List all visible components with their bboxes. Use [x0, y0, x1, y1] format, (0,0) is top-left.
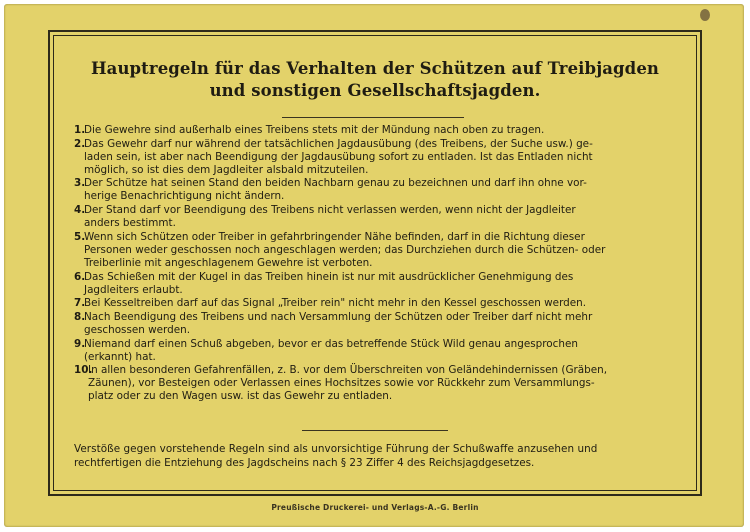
rule-text-line: platz oder zu den Wagen usw. ist das Gewehr zu entladen. [88, 390, 393, 403]
rule-text-line: Niemand darf einen Schuß abgeben, bevor er das betreffende Stück Wild genau angesprochen [84, 337, 578, 350]
rule-item [74, 311, 688, 337]
rule-text-line: laden sein, ist aber nach Beendigung der Jagdausübung sofort zu entladen. Ist das Entladen nicht [84, 150, 593, 163]
rule-text-line: Nach Beendigung des Treibens und nach Versammlung der Schützen oder Treiber darf nicht mehr [84, 310, 593, 323]
rule-text-line: Personen weder geschossen noch angeschlagen werden; das Durchziehen durch die Schützen- oder [84, 243, 606, 256]
rule-number: 4. [74, 204, 86, 217]
rule-text-line: (erkannt) hat. [84, 350, 156, 363]
rule-text-line: möglich, so ist dies dem Jagdleiter alsbald mitzuteilen. [84, 163, 369, 176]
rule-text-line: herige Benachrichtigung nicht ändern. [84, 190, 285, 203]
footer-line: Verstöße gegen vorstehende Regeln sind als unvorsichtige Führung der Schußwaffe anzusehen und [74, 443, 598, 455]
rule-item [74, 124, 688, 137]
footer-line: rechtfertigen die Entziehung des Jagdscheins nach § 23 Ziffer 4 des Reichsjagdgesetzes. [74, 457, 535, 469]
title-line: Hauptregeln für das Verhalten der Schützen auf Treibjagden [90, 59, 660, 78]
rule-text-line: Die Gewehre sind außerhalb eines Treibens stets mit der Mündung nach oben zu tragen. [84, 124, 545, 136]
title-line: und sonstigen Gesellschaftsjagden. [209, 81, 541, 100]
rule-item [74, 338, 688, 364]
rules-list [74, 124, 688, 404]
rule-text-line: Das Schießen mit der Kugel in das Treiben hinein ist nur mit ausdrücklicher Genehmigung des [84, 270, 574, 283]
rule-item [74, 231, 688, 270]
document-title [60, 58, 690, 102]
rule-text-line: Der Stand darf vor Beendigung des Treibens nicht verlassen werden, wenn nicht der Jagdleiter [84, 204, 576, 217]
rule-number: 9. [74, 337, 86, 350]
rule-item [74, 271, 688, 297]
rule-number: 8. [74, 310, 86, 323]
rule-number: 6. [74, 270, 86, 283]
rule-number: 7. [74, 297, 86, 310]
rule-number: 3. [74, 177, 86, 190]
rule-text-line: Das Gewehr darf nur während der tatsächlichen Jagdausübung (des Treibens, der Suche usw.) ge- [84, 137, 593, 150]
rule-text-line: In allen besonderen Gefahrenfällen, z. B. vor dem Überschreiten von Geländehindernissen (Gräben, [88, 364, 608, 377]
rule-number: 10. [74, 364, 93, 377]
rule-text-line: Treiberlinie mit angeschlagenem Gewehre ist verboten. [84, 256, 373, 269]
rule-number: 1. [74, 124, 86, 136]
rule-text-line: Zäunen), vor Besteigen oder Verlassen eines Hochsitzes sowie vor Rückkehr zum Versammlungs- [88, 377, 595, 390]
rule-text-line: Jagdleiters erlaubt. [84, 283, 183, 296]
rule-text-line: geschossen werden. [84, 323, 191, 336]
rule-text-line: Wenn sich Schützen oder Treiber in gefahrbringender Nähe befinden, darf in die Richtung dieser [84, 230, 585, 243]
stain-mark [700, 9, 710, 21]
rule-item [74, 297, 688, 310]
rule-text-line: Der Schütze hat seinen Stand den beiden Nachbarn genau zu bezeichnen und darf ihn ohne vor- [84, 177, 587, 190]
rule-text-line: Bei Kesseltreiben darf auf das Signal „Treiber rein" nicht mehr in den Kessel geschossen werden. [84, 297, 587, 310]
rule-number: 2. [74, 137, 86, 150]
footer-note [74, 442, 688, 470]
rule-number: 5. [74, 230, 86, 243]
printer-imprint: Preußische Druckerei- und Verlags-A.-G. Berlin [271, 503, 479, 512]
divider [282, 117, 464, 118]
rule-item [74, 177, 688, 203]
rule-item [74, 364, 688, 403]
rule-item [74, 138, 688, 177]
rule-text-line: anders bestimmt. [84, 217, 176, 230]
rule-item [74, 204, 688, 230]
divider [302, 430, 448, 431]
